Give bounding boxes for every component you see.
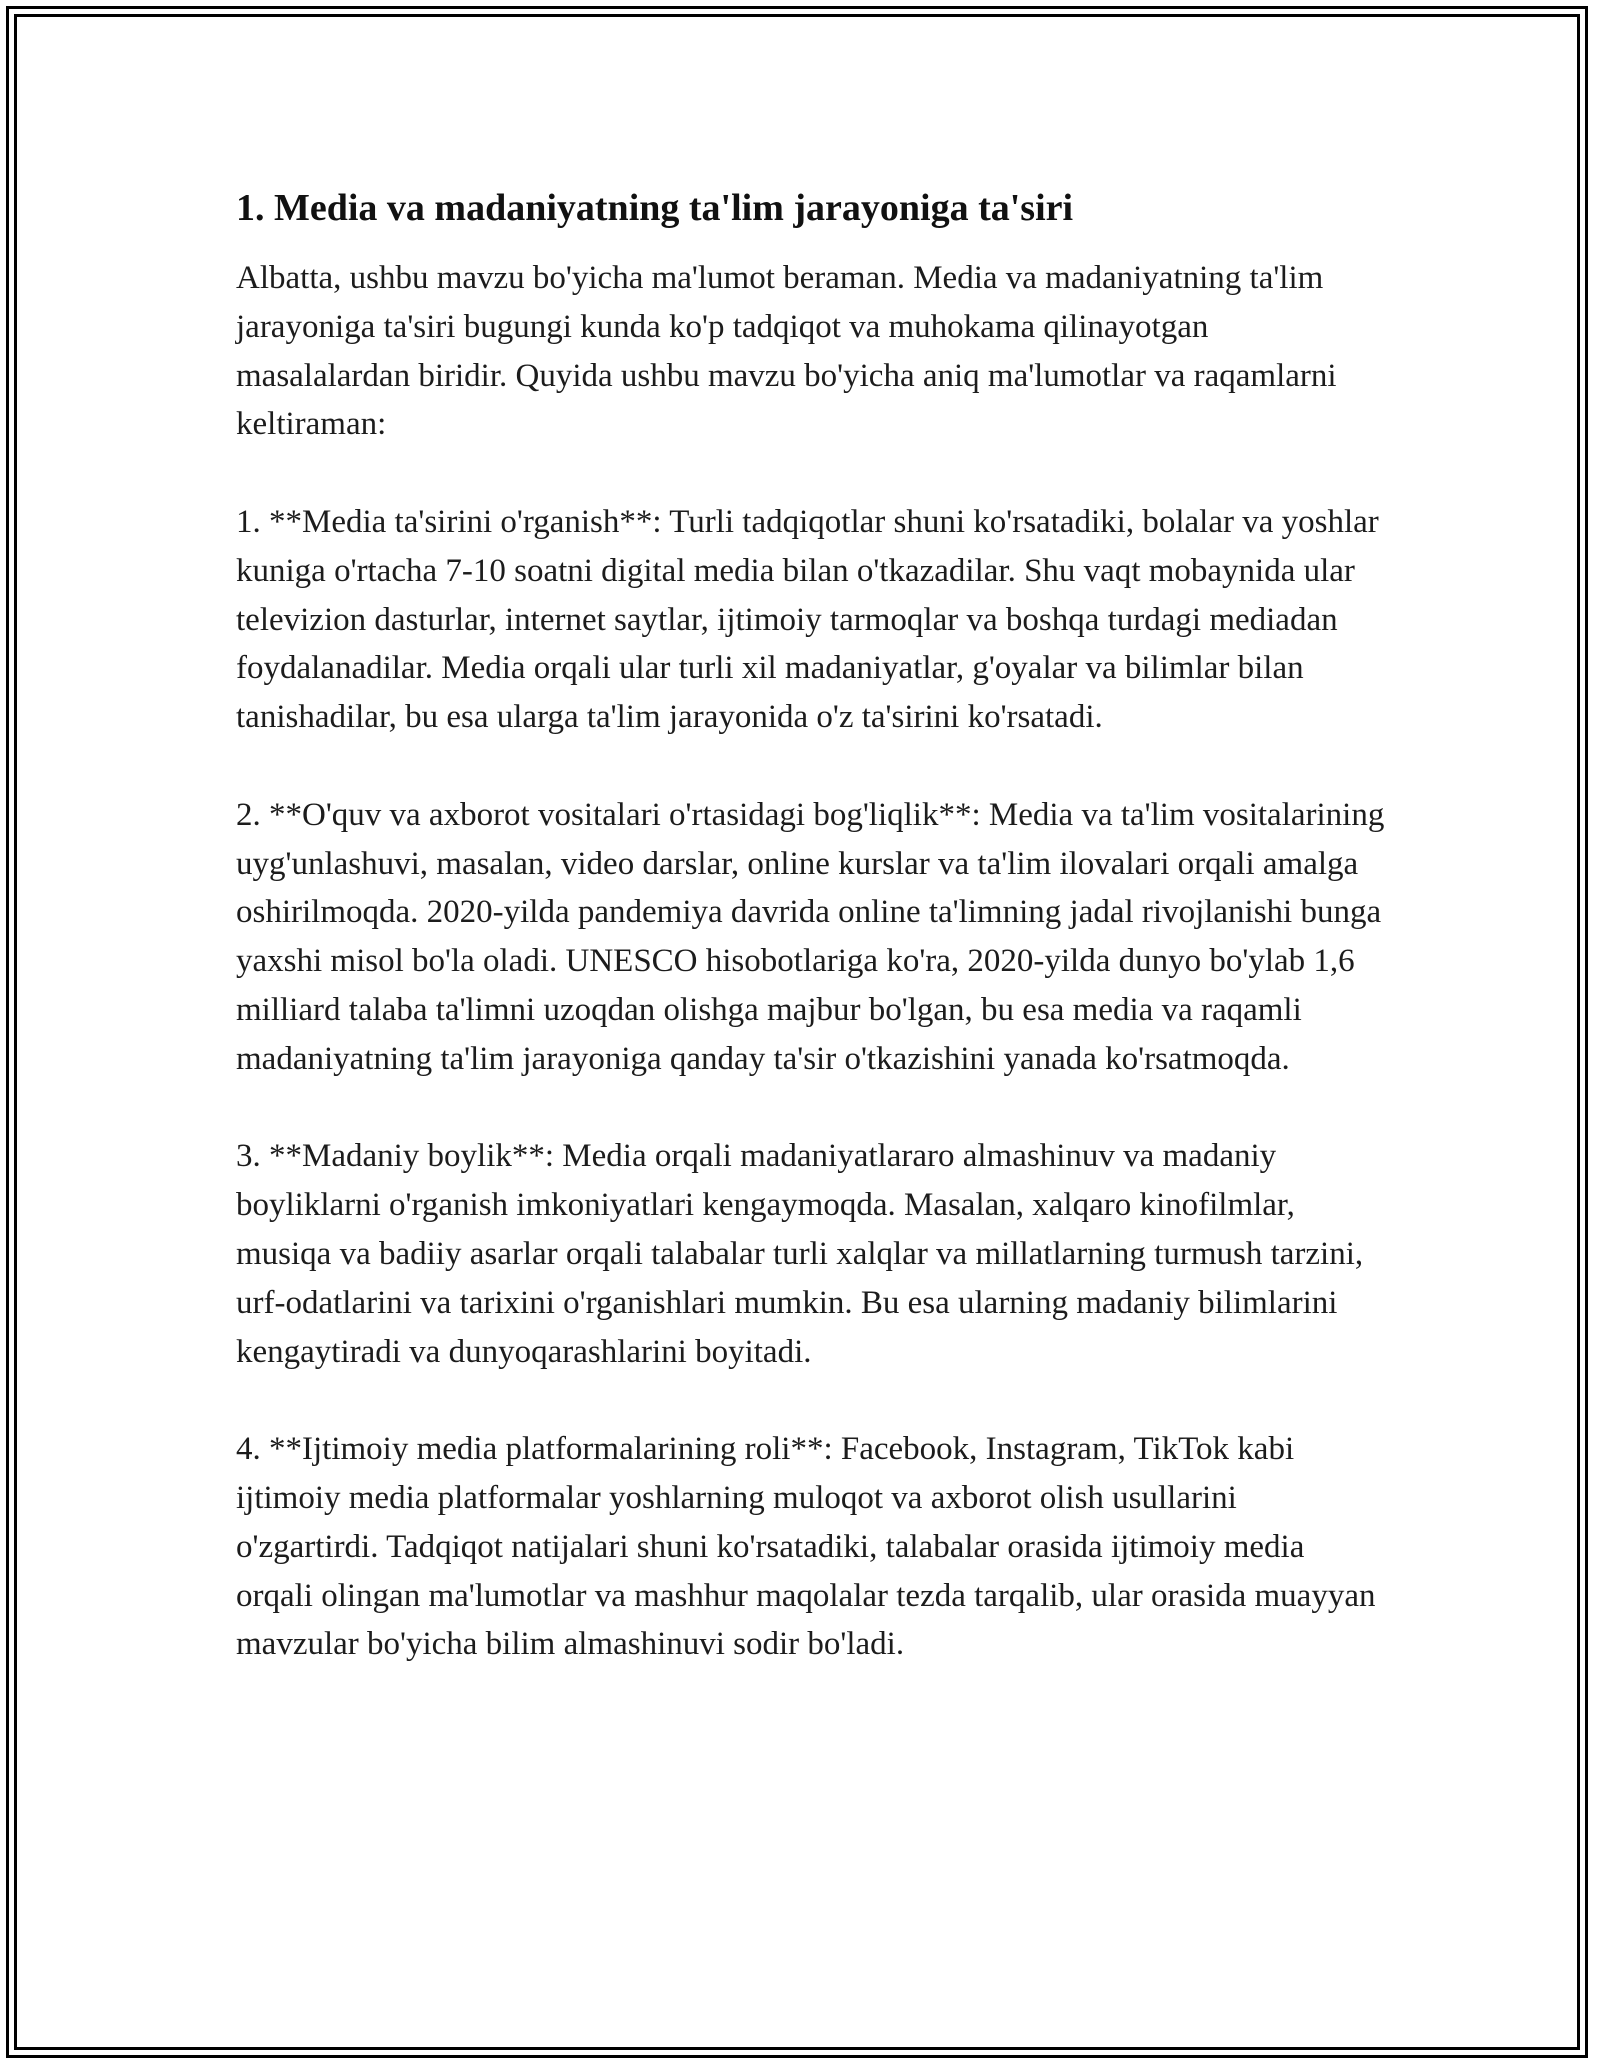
paragraph-item-4: 4. **Ijtimoiy media platformalarining roli**: Facebook, Instagram, TikTok kabi ijtimoiy media platformalar yoshlarning muloqot va axborot olish usullarini o'zgartirdi. Tadqiqot natijalari shuni ko'rsatadiki, talabalar orasida ijtimoiy media orqali olingan ma'lumotlar va mashhur maqolalar tezda tarqalib, ular orasida muayyan mavzular bo'yicha bilim almashinuvi sodir bo'ladi. xyxy=(236,1431,1376,1663)
paragraph-intro: Albatta, ushbu mavzu bo'yicha ma'lumot beraman. Media va madaniyatning ta'lim jarayoniga ta'siri bugungi kunda ko'p tadqiqot va muhokama qilinayotgan masalalardan biridir. Quyida ushbu mavzu bo'yicha aniq ma'lumotlar va raqamlarni keltiraman: xyxy=(236,260,1337,443)
document-body xyxy=(236,184,1386,1669)
paragraph-item-1: 1. **Media ta'sirini o'rganish**: Turli tadqiqotlar shuni ko'rsatadiki, bolalar va yoshlar kuniga o'rtacha 7-10 soatni digital media bilan o'tkazadilar. Shu vaqt mobaynida ular televizion dasturlar, internet saytlar, ijtimoiy tarmoqlar va boshqa turdagi mediadan foydalanadilar. Media orqali ular turli xil madaniyatlar, g'oyalar va bilimlar bilan tanishadilar, bu esa ularga ta'lim jarayonida o'z ta'sirini ko'rsatadi. xyxy=(236,503,1379,736)
paragraph-item-2: 2. **O'quv va axborot vositalari o'rtasidagi bog'liqlik**: Media va ta'lim vositalarining uyg'unlashuvi, masalan, video darslar, online kurslar va ta'lim ilovalari orqali amalga oshirilmoqda. 2020-yilda pandemiya davrida online ta'limning jadal rivojlanishi bunga yaxshi misol bo'la oladi. UNESCO hisobotlariga ko'ra, 2020-yilda dunyo bo'ylab 1,6 milliard talaba ta'limni uzoqdan olishga majbur bo'lgan, bu esa media va raqamli madaniyatning ta'lim jarayoniga qanday ta'sir o'tkazishini yanada ko'rsatmoqda. xyxy=(236,796,1385,1077)
paragraph-item-3: 3. **Madaniy boylik**: Media orqali madaniyatlararo almashinuv va madaniy boyliklarni o'rganish imkoniyatlari kengaymoqda. Masalan, xalqaro kinofilmlar, musiqa va badiiy asarlar orqali talabalar turli xalqlar va millatlarning turmush tarzini, urf-odatlarini va tarixini o'rganishlari mumkin. Bu esa ularning madaniy bilimlarini kengaytiradi va dunyoqarashlarini boyitadi. xyxy=(236,1138,1364,1370)
document-title: 1. Media va madaniyatning ta'lim jarayoniga ta'siri xyxy=(236,187,1074,229)
